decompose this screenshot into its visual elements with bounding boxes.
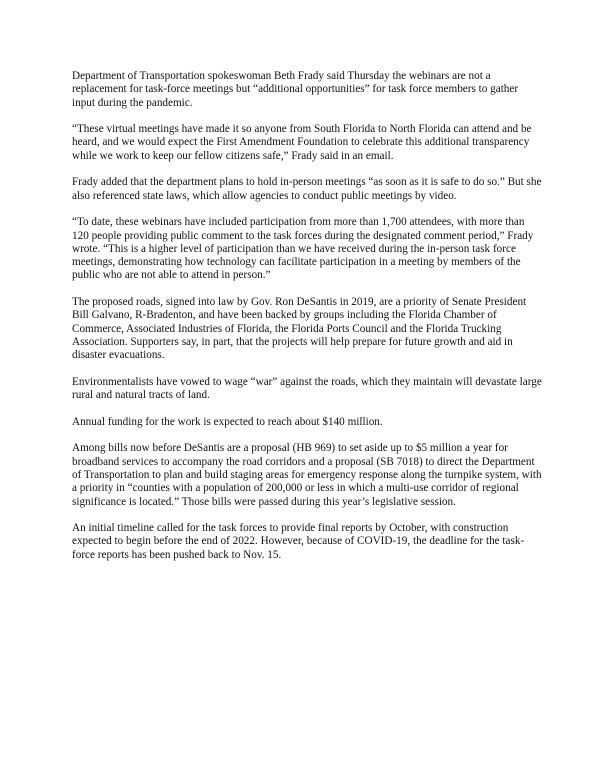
- paragraph-timeline: An initial timeline called for the task forces to provide final reports by October, with construction expected to begin before the end of 2022. However, because of COVID-19, the deadline for the task-force reports has been pushed back to Nov. 15.: [72, 522, 525, 561]
- paragraph-spokeswoman-statement: Department of Transportation spokeswoman Beth Frady said Thursday the webinars are not a replacement for task-force meetings but “additional opportunities” for task force members to gather input during the pandemic.: [72, 70, 519, 109]
- paragraph-virtual-meetings-quote: “These virtual meetings have made it so anyone from South Florida to North Florida can attend and be heard, and we would expect the First Amendment Foundation to celebrate this additional transparency while we work to keep our fellow citizens safe,” Frady said in an email.: [72, 123, 532, 162]
- document-page: [72, 70, 542, 575]
- paragraph-webinar-participation: “To date, these webinars have included participation from more than 1,700 attendees, with more than 120 people providing public comment to the task forces during the designated comment period,” Frady wrote. “This is a higher level of participation than we have received during the in-person task force meetings, demonstrating how technology can facilitate participation in a meeting by members of the public who are not able to attend in person.”: [72, 216, 534, 282]
- paragraph-annual-funding: Annual funding for the work is expected to reach about $140 million.: [72, 415, 383, 428]
- paragraph-proposed-roads: The proposed roads, signed into law by Gov. Ron DeSantis in 2019, are a priority of Senate President Bill Galvano, R-Bradenton, and have been backed by groups including the Florida Chamber of Commerce, Associated Industries of Florida, the Florida Ports Council and the Florida Trucking Association. Supporters say, in part, that the projects will help prepare for future growth and aid in disaster evacuations.: [72, 296, 527, 362]
- paragraph-bills-before-desantis: Among bills now before DeSantis are a proposal (HB 969) to set aside up to $5 million a year for broadband services to accompany the road corridors and a proposal (SB 7018) to direct the Department of Transportation to plan and build staging areas for emergency response along the turnpike system, with a priority in “counties with a population of 200,000 or less in which a multi-use corridor of regional significance is located.” Those bills were passed during this year’s legislative session.: [72, 442, 542, 508]
- paragraph-environmentalists: Environmentalists have vowed to wage “war” against the roads, which they maintain will devastate large rural and natural tracts of land.: [72, 375, 542, 402]
- paragraph-in-person-plans: Frady added that the department plans to hold in-person meetings “as soon as it is safe to do so.” But she also referenced state laws, which allow agencies to conduct public meetings by video.: [72, 176, 542, 202]
